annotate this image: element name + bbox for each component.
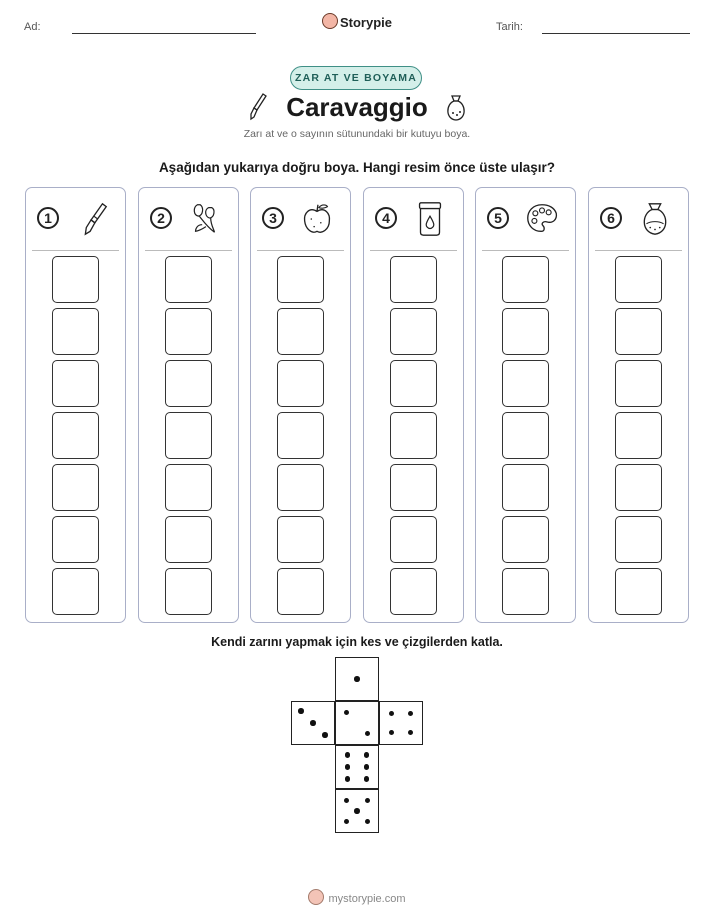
- footer: [0, 889, 714, 905]
- date-label: Tarih:: [496, 21, 523, 33]
- dice-column-3: [250, 187, 351, 623]
- pigment-bag-icon: [637, 200, 673, 238]
- column-number: 1: [37, 207, 59, 229]
- color-box[interactable]: [277, 308, 324, 355]
- color-box[interactable]: [277, 516, 324, 563]
- color-box[interactable]: [502, 516, 549, 563]
- dice-pip: [345, 764, 351, 770]
- color-box[interactable]: [615, 516, 662, 563]
- flower-icon: [187, 200, 223, 238]
- dice-pip: [365, 731, 371, 737]
- color-box[interactable]: [502, 360, 549, 407]
- color-box[interactable]: [390, 412, 437, 459]
- column-number: 2: [150, 207, 172, 229]
- column-number: 3: [262, 207, 284, 229]
- color-box[interactable]: [502, 256, 549, 303]
- color-box[interactable]: [52, 360, 99, 407]
- column-divider: [32, 250, 119, 251]
- color-box[interactable]: [165, 412, 212, 459]
- page-title: Caravaggio: [286, 92, 428, 122]
- dice-face-6: [335, 745, 379, 789]
- column-number: 6: [600, 207, 622, 229]
- column-divider: [370, 250, 457, 251]
- color-box[interactable]: [390, 568, 437, 615]
- color-box[interactable]: [277, 360, 324, 407]
- page-subtitle: Zarı at ve o sayının sütunundaki bir kutuyu boya.: [243, 128, 471, 140]
- color-box[interactable]: [615, 412, 662, 459]
- color-box[interactable]: [165, 256, 212, 303]
- dice-pip: [322, 732, 328, 738]
- dice-pip: [344, 710, 350, 716]
- dice-pip: [364, 764, 370, 770]
- color-box[interactable]: [390, 360, 437, 407]
- dice-pip: [298, 708, 304, 714]
- brand-name: Storypie: [339, 15, 392, 30]
- color-box[interactable]: [277, 256, 324, 303]
- dice-column-1: [25, 187, 126, 623]
- color-box[interactable]: [277, 464, 324, 511]
- dice-column-4: [363, 187, 464, 623]
- color-box[interactable]: [165, 516, 212, 563]
- color-box[interactable]: [52, 568, 99, 615]
- paint-jar-icon: [412, 200, 448, 238]
- dice-face-1: [335, 657, 379, 701]
- color-box[interactable]: [52, 308, 99, 355]
- date-line[interactable]: [542, 33, 690, 34]
- color-box[interactable]: [165, 464, 212, 511]
- apple-icon: [299, 200, 335, 238]
- color-box[interactable]: [615, 256, 662, 303]
- activity-badge: ZAR AT VE BOYAMA: [290, 66, 422, 90]
- column-number: 5: [487, 207, 509, 229]
- color-box[interactable]: [502, 412, 549, 459]
- footer-logo-icon: [308, 889, 324, 905]
- dice-pip: [365, 819, 371, 825]
- dice-column-6: [588, 187, 689, 623]
- color-box[interactable]: [502, 464, 549, 511]
- color-box[interactable]: [502, 568, 549, 615]
- title-pigment-bag-icon: [443, 93, 469, 123]
- dice-pip: [365, 798, 371, 804]
- column-divider: [595, 250, 682, 251]
- color-box[interactable]: [52, 516, 99, 563]
- color-box[interactable]: [165, 568, 212, 615]
- dice-pip: [408, 730, 414, 736]
- storypie-logo-icon: [322, 13, 338, 29]
- dice-pip: [344, 819, 350, 825]
- dice-face-3: [291, 701, 335, 745]
- dice-pip: [310, 720, 316, 726]
- color-box[interactable]: [390, 516, 437, 563]
- color-box[interactable]: [277, 568, 324, 615]
- dice-pip: [389, 711, 395, 717]
- dice-pip: [354, 676, 360, 682]
- color-box[interactable]: [390, 464, 437, 511]
- color-box[interactable]: [52, 464, 99, 511]
- color-box[interactable]: [615, 308, 662, 355]
- paintbrush-icon: [74, 200, 110, 238]
- color-box[interactable]: [52, 256, 99, 303]
- dice-instruction: Kendi zarını yapmak için kes ve çizgilerden katla.: [211, 635, 503, 649]
- dice-face-4: [379, 701, 423, 745]
- name-line[interactable]: [72, 33, 256, 34]
- color-box[interactable]: [390, 308, 437, 355]
- color-box[interactable]: [165, 360, 212, 407]
- dice-face-2: [335, 701, 379, 745]
- brand-logo: [0, 13, 714, 30]
- instruction-text: Aşağıdan yukarıya doğru boya. Hangi resim önce üste ulaşır?: [158, 160, 556, 175]
- dice-pip: [345, 776, 351, 782]
- color-box[interactable]: [615, 464, 662, 511]
- color-box[interactable]: [165, 308, 212, 355]
- color-box[interactable]: [502, 308, 549, 355]
- color-box[interactable]: [52, 412, 99, 459]
- column-divider: [482, 250, 569, 251]
- color-box[interactable]: [615, 360, 662, 407]
- dice-column-5: [475, 187, 576, 623]
- dice-pip: [345, 752, 351, 758]
- column-divider: [257, 250, 344, 251]
- palette-icon: [524, 200, 560, 238]
- color-box[interactable]: [615, 568, 662, 615]
- dice-pip: [408, 711, 414, 717]
- color-box[interactable]: [277, 412, 324, 459]
- dice-column-2: [138, 187, 239, 623]
- dice-pip: [389, 730, 395, 736]
- column-divider: [145, 250, 232, 251]
- dice-pip: [354, 808, 360, 814]
- dice-pip: [344, 798, 350, 804]
- dice-pip: [364, 752, 370, 758]
- footer-url: mystorypie.com: [328, 893, 406, 905]
- color-box[interactable]: [390, 256, 437, 303]
- dice-pip: [364, 776, 370, 782]
- column-number: 4: [375, 207, 397, 229]
- name-label: Ad:: [24, 21, 41, 33]
- dice-face-5: [335, 789, 379, 833]
